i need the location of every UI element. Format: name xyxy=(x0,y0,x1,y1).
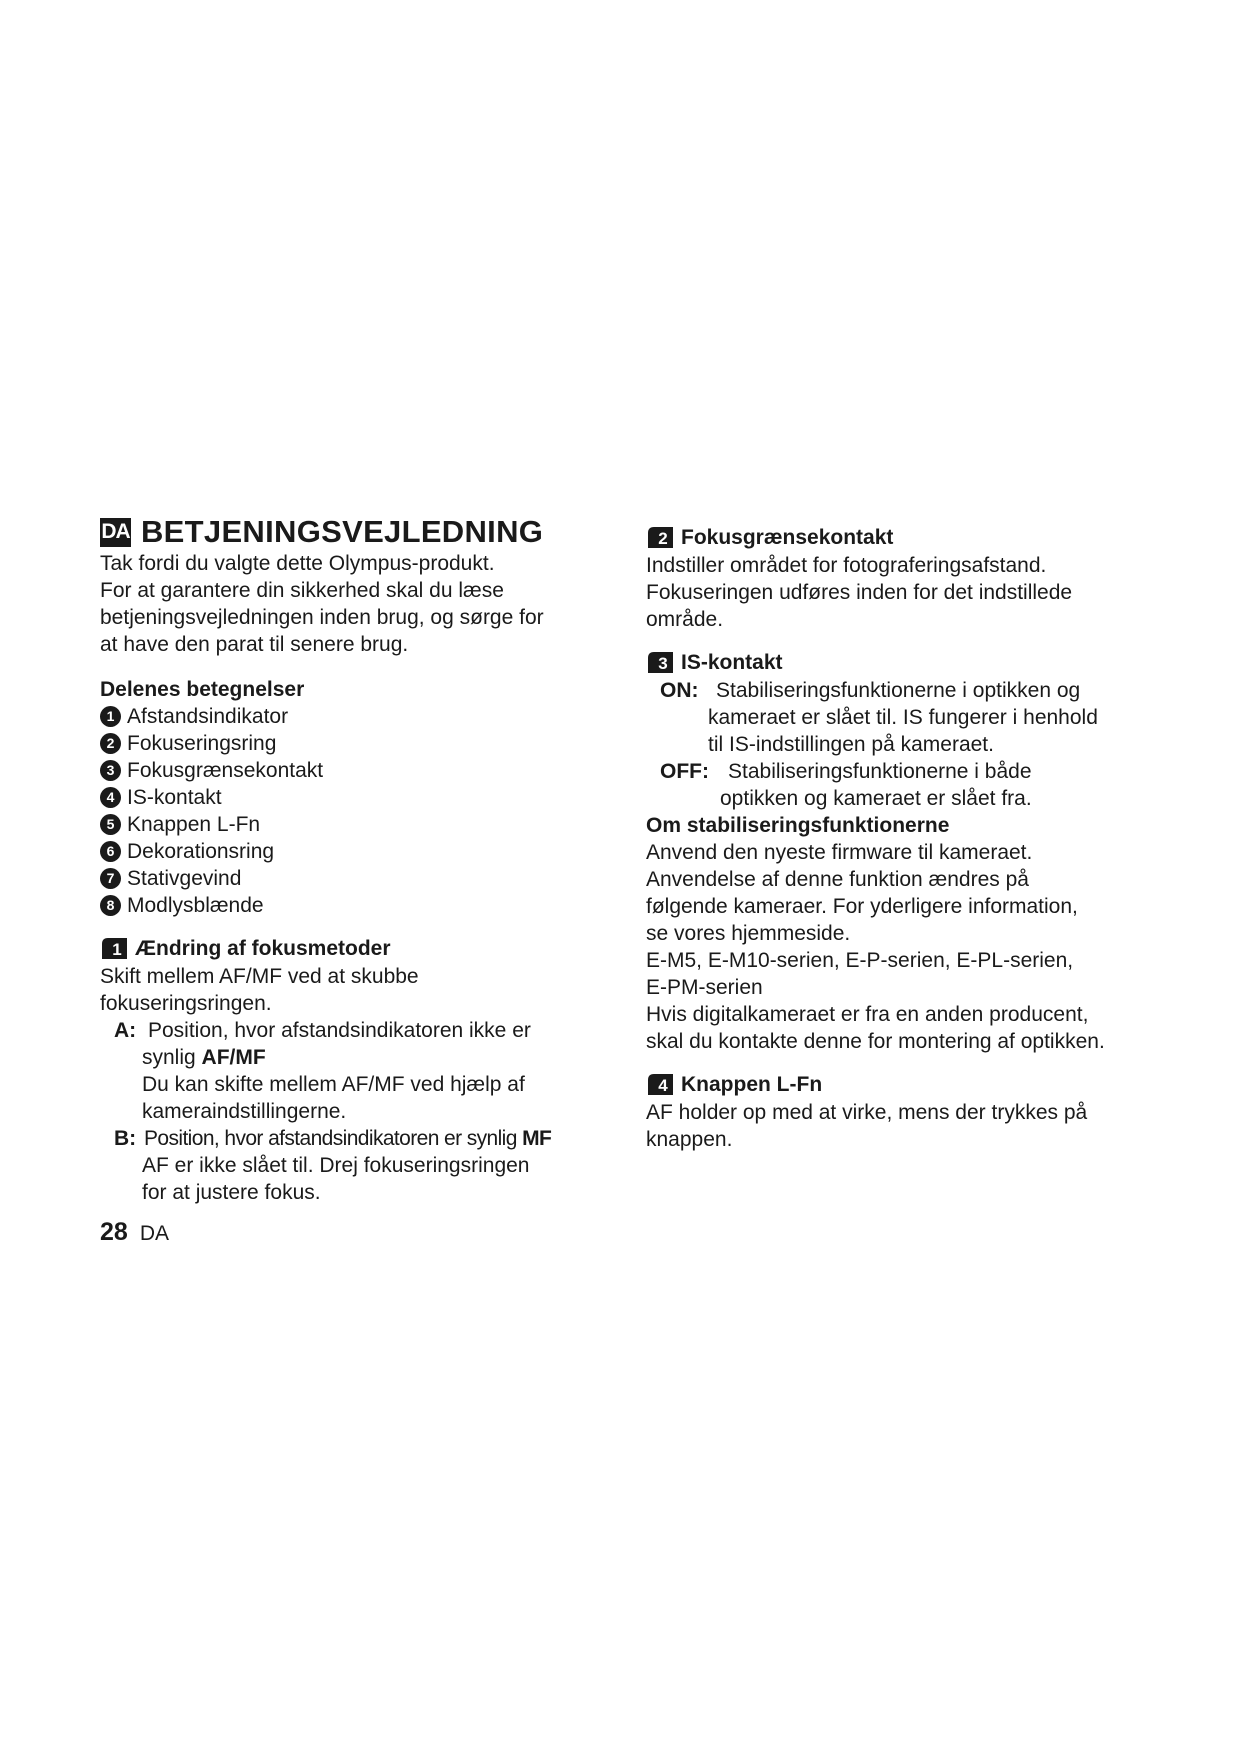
language-badge: DA xyxy=(100,518,131,547)
section-title: Fokusgrænsekontakt xyxy=(681,525,894,549)
section-text: følgende kameraer. For yderligere information, xyxy=(646,895,1078,918)
position-b-line: AF er ikke slået til. Drej fokuseringsringen xyxy=(142,1154,530,1177)
position-b-key: B: xyxy=(114,1127,137,1150)
parts-heading: Delenes betegnelser xyxy=(100,678,305,701)
is-on-text: Stabiliseringsfunktionerne i optikken og xyxy=(716,679,1081,702)
list-item xyxy=(100,784,615,811)
intro-line: betjeningsvejledningen inden brug, og sørge for xyxy=(100,606,544,629)
stabilization-heading: Om stabiliseringsfunktionerne xyxy=(646,814,950,837)
number-badge: 3 xyxy=(100,760,121,781)
page-language: DA xyxy=(139,1222,169,1245)
part-label: Stativgevind xyxy=(127,867,242,890)
page-title: BETJENINGSVEJLEDNING xyxy=(141,514,544,549)
part-label: Fokuseringsring xyxy=(127,732,277,755)
position-a-text: Position, hvor afstandsindikatoren ikke er xyxy=(148,1019,531,1042)
list-item xyxy=(100,757,615,784)
section-text: Fokuseringen udføres inden for det indstillede xyxy=(646,581,1073,604)
section-text: Anvend den nyeste firmware til kameraet. xyxy=(646,841,1033,864)
section-text: E-PM-serien xyxy=(646,976,763,999)
section-focus-limit-heading xyxy=(646,522,1166,552)
lens-switch-icon xyxy=(646,1071,675,1097)
part-label: Modlysblænde xyxy=(127,894,264,917)
part-label: Fokusgrænsekontakt xyxy=(127,759,324,782)
is-on-key: ON: xyxy=(660,679,699,702)
is-off-line: optikken og kameraet er slået fra. xyxy=(720,787,1032,810)
part-label: IS-kontakt xyxy=(127,786,222,809)
section-text: område. xyxy=(646,608,724,631)
section-text: fokuseringsringen. xyxy=(100,992,272,1015)
number-badge: 1 xyxy=(100,706,121,727)
number-badge: 8 xyxy=(100,895,121,916)
is-on-line: kameraet er slået til. IS fungerer i henhold xyxy=(708,706,1098,729)
position-a-line: kameraindstillingerne. xyxy=(142,1100,347,1123)
section-text: skal du kontakte denne for montering af optikken. xyxy=(646,1030,1105,1053)
intro-line: Tak fordi du valgte dette Olympus-produkt. xyxy=(100,552,495,575)
left-column xyxy=(100,514,615,1206)
number-badge: 6 xyxy=(100,841,121,862)
list-item xyxy=(100,892,615,919)
is-off-text: Stabiliseringsfunktionerne i både xyxy=(728,760,1032,783)
lens-switch-icon xyxy=(100,935,129,961)
section-text: Anvendelse af denne funktion ændres på xyxy=(646,868,1029,891)
is-off xyxy=(646,758,1166,785)
intro-line: at have den parat til senere brug. xyxy=(100,633,409,656)
svg-text:1: 1 xyxy=(112,940,122,959)
list-item xyxy=(100,730,615,757)
section-text: Indstiller området for fotograferingsafstand. xyxy=(646,554,1047,577)
page-footer xyxy=(100,1218,169,1247)
section-text: knappen. xyxy=(646,1128,733,1151)
list-item xyxy=(100,811,615,838)
is-on xyxy=(646,677,1166,704)
list-item xyxy=(100,703,615,730)
position-a-line: Du kan skifte mellem AF/MF ved hjælp af xyxy=(142,1073,525,1096)
is-on-line: til IS-indstillingen på kameraet. xyxy=(708,733,994,756)
svg-text:2: 2 xyxy=(658,529,668,548)
section-text: Skift mellem AF/MF ved at skubbe xyxy=(100,965,419,988)
section-text: AF holder op med at virke, mens der trykkes på xyxy=(646,1101,1088,1124)
section-text: E-M5, E-M10-serien, E-P-serien, E-PL-serien, xyxy=(646,949,1074,972)
section-lfn-heading xyxy=(646,1069,1166,1099)
list-item xyxy=(100,838,615,865)
right-column xyxy=(646,522,1166,1153)
lens-switch-icon xyxy=(646,524,675,550)
list-item xyxy=(100,865,615,892)
position-a-key: A: xyxy=(114,1019,137,1042)
svg-text:3: 3 xyxy=(658,654,668,673)
mf-label: MF xyxy=(522,1127,552,1150)
section-is-heading xyxy=(646,647,1166,677)
part-label: Knappen L-Fn xyxy=(127,813,261,836)
number-badge: 2 xyxy=(100,733,121,754)
section-title: Knappen L-Fn xyxy=(681,1072,823,1096)
lens-switch-icon xyxy=(646,649,675,675)
position-a xyxy=(100,1017,615,1044)
section-title: Ændring af fokusmetoder xyxy=(135,936,391,960)
number-badge: 7 xyxy=(100,868,121,889)
section-text: Hvis digitalkameraet er fra en anden producent, xyxy=(646,1003,1089,1026)
number-badge: 5 xyxy=(100,814,121,835)
position-b xyxy=(100,1125,615,1152)
section-focus-mode-heading xyxy=(100,933,615,963)
part-label: Dekorationsring xyxy=(127,840,275,863)
position-b-line: for at justere fokus. xyxy=(142,1181,321,1204)
number-badge: 4 xyxy=(100,787,121,808)
af-mf-label: AF/MF xyxy=(201,1046,266,1069)
position-a-line: synlig AF/MF xyxy=(142,1046,266,1069)
is-off-key: OFF: xyxy=(660,760,709,783)
title-row xyxy=(100,514,615,550)
position-b-text: Position, hvor afstandsindikatoren er synlig MF xyxy=(144,1127,552,1150)
section-text: se vores hjemmeside. xyxy=(646,922,851,945)
parts-list xyxy=(100,703,615,919)
page-number: 28 xyxy=(100,1218,128,1246)
part-label: Afstandsindikator xyxy=(127,705,289,728)
intro-line: For at garantere din sikkerhed skal du læse xyxy=(100,579,504,602)
section-title: IS-kontakt xyxy=(681,650,783,674)
svg-text:4: 4 xyxy=(658,1076,668,1095)
